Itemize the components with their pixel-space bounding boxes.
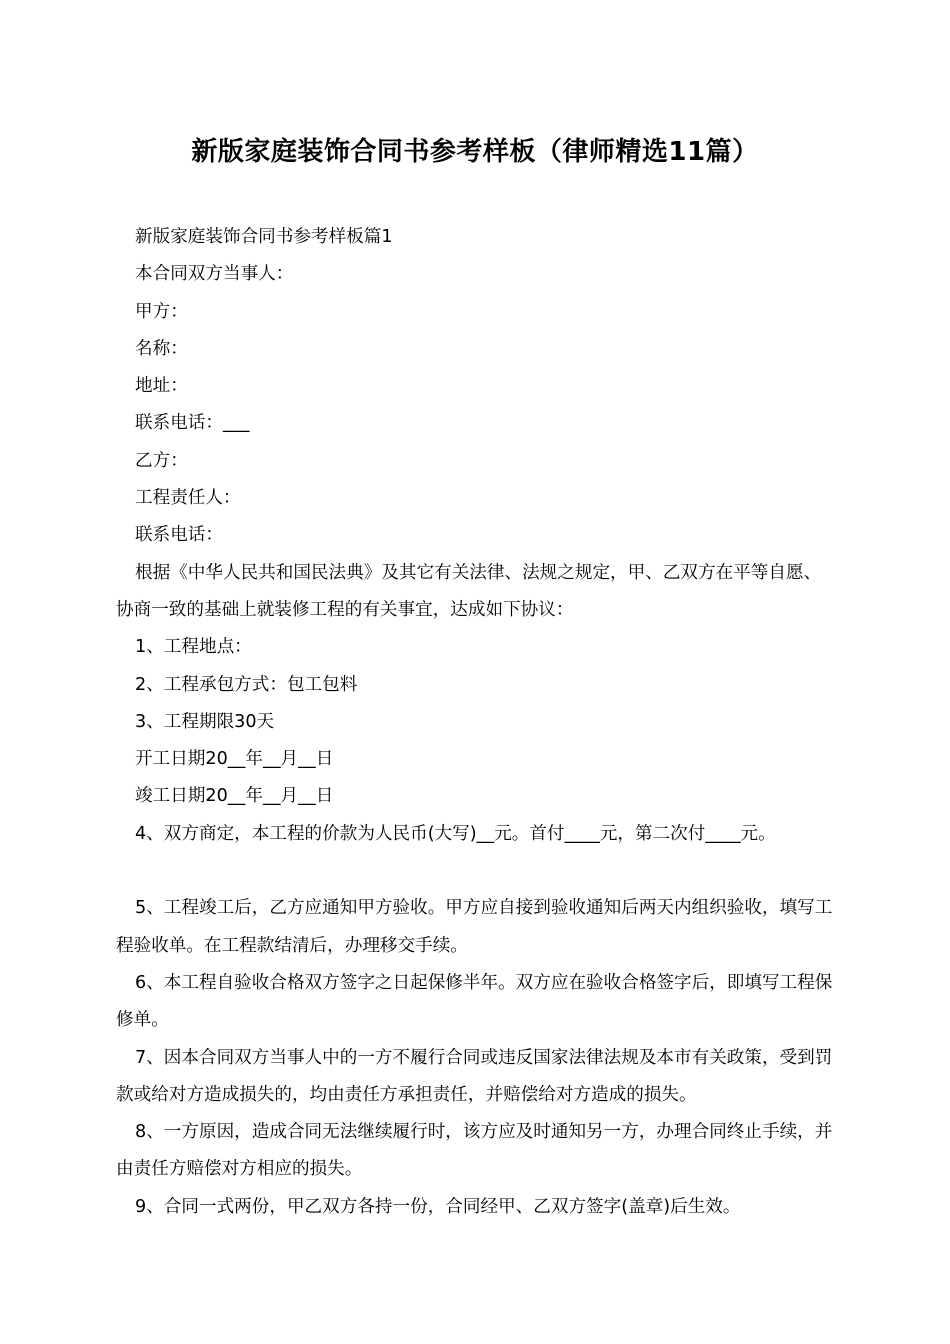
party-b-label: 乙方： (135, 450, 188, 471)
party-a-name: 名称： (135, 338, 188, 359)
party-a-address: 地址： (135, 376, 188, 397)
clause-2: 2、工程承包方式：包工包料 (135, 674, 358, 695)
party-b-phone: 联系电话： (135, 525, 223, 546)
party-a-phone: 联系电话：___ (135, 413, 250, 434)
clause-3: 3、工程期限30天 (135, 711, 275, 732)
clause-6: 6、本工程自验收合格双方签字之日起保修半年。双方应在验收合格签字后，即填写工程保修单。 (116, 972, 833, 1031)
party-b-project-manager: 工程责任人： (135, 488, 241, 509)
document-title: 新版家庭装饰合同书参考样板（律师精选11篇） (191, 137, 759, 167)
start-date: 开工日期20__年__月__日 (135, 749, 334, 770)
clause-8: 8、一方原因，造成合同无法继续履行时，该方应及时通知另一方，办理合同终止手续，并由责任方赔偿对方相应的损失。 (116, 1122, 833, 1180)
clause-9: 9、合同一式两份，甲乙双方各持一份，合同经甲、乙双方签字(盖章)后生效。 (135, 1196, 741, 1217)
document-body (116, 219, 838, 1226)
completion-date: 竣工日期20__年__月__日 (135, 786, 334, 807)
legal-basis-paragraph: 根据《中华人民共和国民法典》及其它有关法律、法规之规定，甲、乙双方在平等自愿、协商一致的基础上就装修工程的有关事宜，达成如下协议： (116, 562, 822, 620)
clause-7: 7、因本合同双方当事人中的一方不履行合同或违反国家法律法规及本市有关政策，受到罚款或给对方造成损失的，均由责任方承担责任，并赔偿给对方造成的损失。 (116, 1047, 833, 1105)
clause-1: 1、工程地点： (135, 637, 252, 658)
section-heading: 新版家庭装饰合同书参考样板篇1 (135, 227, 393, 247)
clause-5: 5、工程竣工后，乙方应通知甲方验收。甲方应自接到验收通知后两天内组织验收，填写工程验收单。在工程款结清后，办理移交手续。 (116, 898, 833, 956)
party-a-label: 甲方： (135, 301, 188, 322)
parties-intro: 本合同双方当事人： (135, 264, 294, 285)
clause-4: 4、双方商定，本工程的价款为人民币(大写)__元。首付____元，第二次付____元。 (135, 823, 776, 844)
